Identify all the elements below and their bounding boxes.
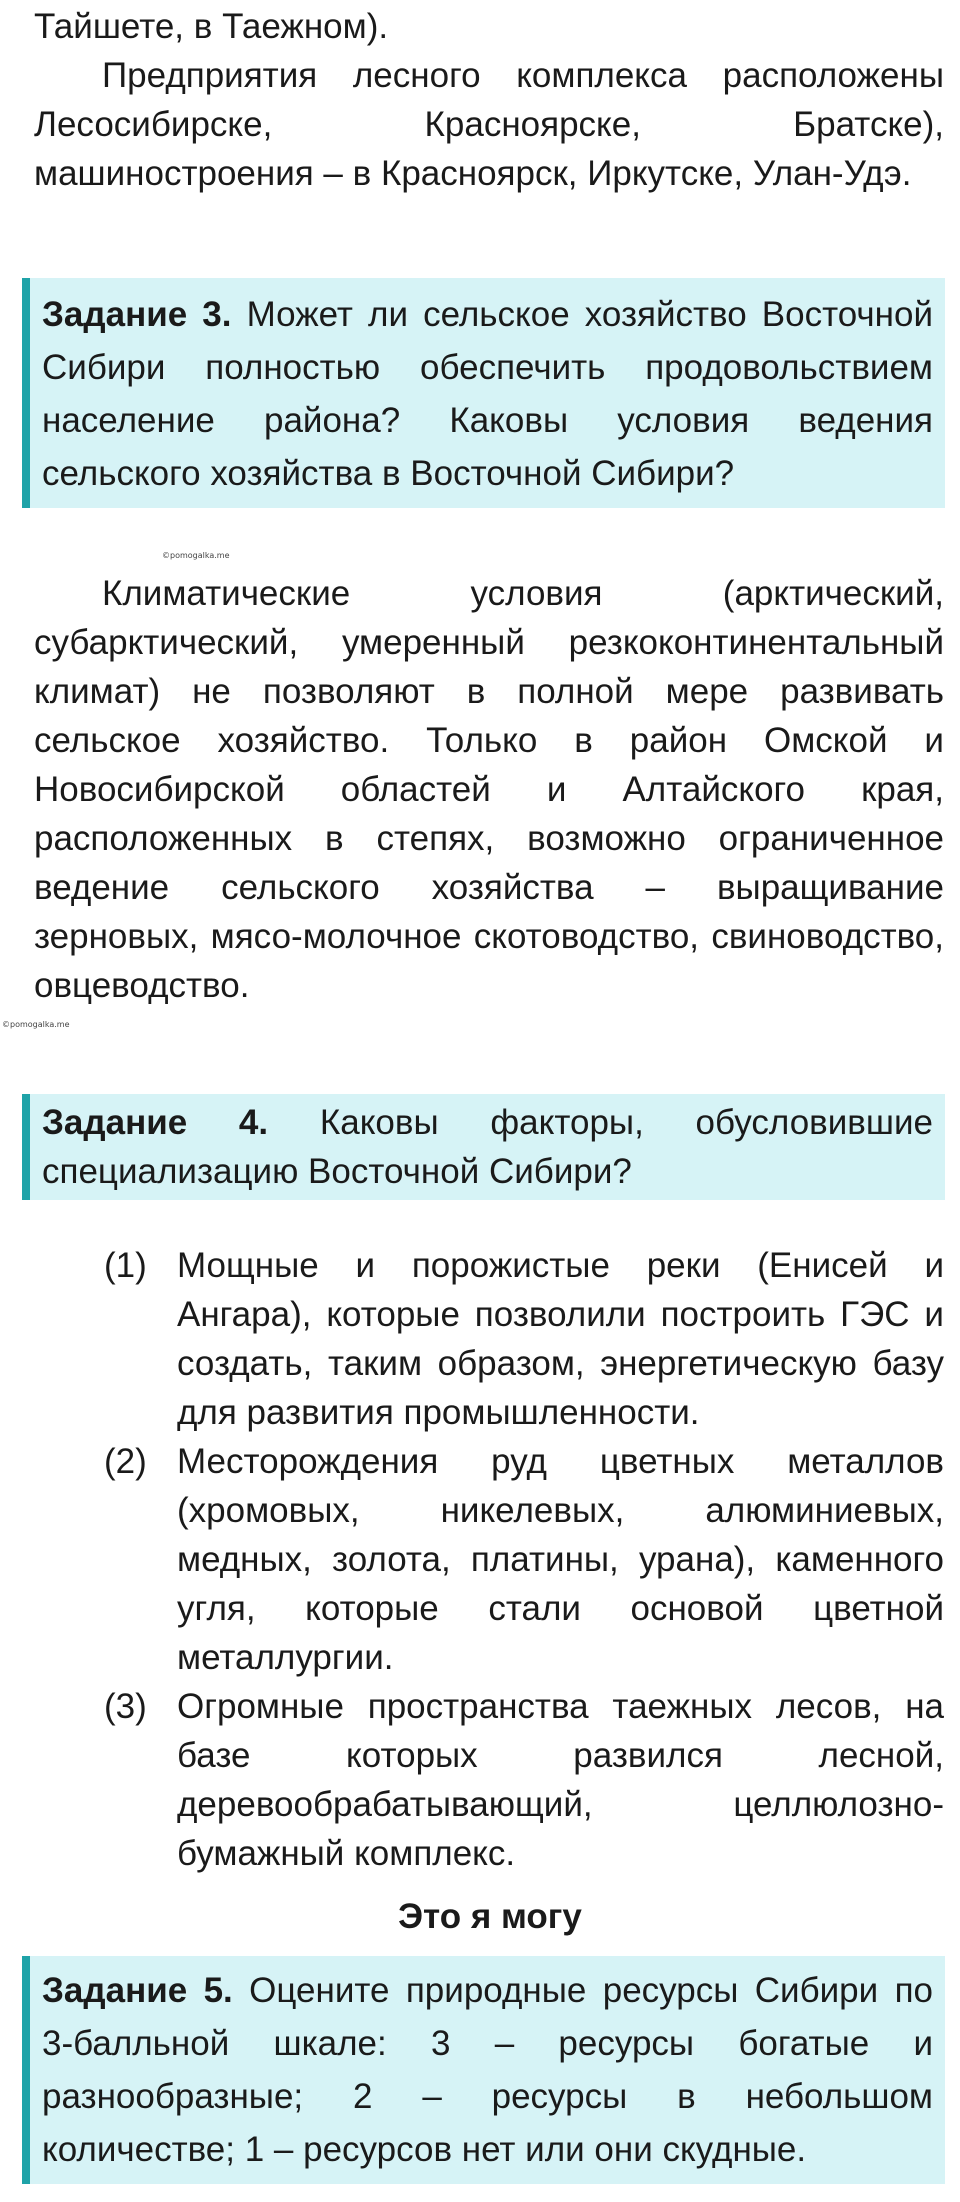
task-4-text: [42, 1098, 933, 1196]
section-heading: Это я могу: [398, 1897, 582, 1936]
task-5-text: [42, 1964, 933, 2176]
task-3-question: Может ли сельское хозяйство Восточной Сибири полностью обеспечить продовольствием население района? Каковы условия ведения сельского хозяйства в Восточной Сибири?: [42, 295, 934, 493]
answer-3-text: Климатические условия (арктический, субарктический, умеренный резкоконтинентальный климат) не позволяют в полной мере развивать сельское хозяйство. Только в район Омской и Новосибирской областей и Алтайского края, расположенных в степях, возможно ограниченное ведение сельского хозяйства – выращивание зерновых, мясо-молочное скотоводство, свиноводство, овцеводство.: [34, 574, 944, 1005]
task-4-box: [22, 1094, 945, 1200]
list-item-text: Месторождения руд цветных металлов (хромовых, никелевых, алюминиевых, медных, золота, платины, урана), каменного угля, которые стали основой цветной металлургии.: [177, 1442, 944, 1677]
list-item: [104, 1682, 944, 1878]
intro-line: Тайшете, в Таежном).: [34, 7, 389, 46]
watermark: ©pomogalka.me: [2, 1020, 70, 1029]
list-item: [104, 1241, 944, 1437]
task-3-box: [22, 278, 945, 508]
task-5-question: Оцените природные ресурсы Сибири по 3-балльной шкале: 3 – ресурсы богатые и разнообразные; 2 – ресурсы в небольшом количестве; 1 – ресурсов нет или они скудные.: [42, 1971, 933, 2169]
answer-3: [34, 569, 944, 1010]
intro-fragment: [34, 2, 944, 198]
list-item-number: (3): [104, 1687, 147, 1726]
task-5-box: [22, 1956, 945, 2184]
list-item-number: (2): [104, 1442, 147, 1481]
list-item-text: Огромные пространства таежных лесов, на базе которых развился лесной, деревообрабатывающий, целлюлозно-бумажный комплекс.: [177, 1687, 944, 1873]
list-item-number: (1): [104, 1246, 147, 1285]
task-4-question: Каковы факторы, обусловившие специализацию Восточной Сибири?: [42, 1103, 933, 1191]
task-3-label: Задание 3.: [42, 295, 232, 334]
task-5-label: Задание 5.: [42, 1971, 233, 2010]
task-3-text: [42, 288, 933, 500]
task-4-label: Задание 4.: [42, 1103, 269, 1142]
watermark: ©pomogalka.me: [162, 551, 230, 560]
factors-list: [104, 1241, 944, 1878]
forest-paragraph: Предприятия лесного комплекса расположены Лесосибирске, Красноярске, Братске), машиностроения – в Красноярск, Иркутске, Улан-Удэ.: [34, 56, 944, 193]
list-item-text: Мощные и порожистые реки (Енисей и Ангара), которые позволили построить ГЭС и создать, таким образом, энергетическую базу для развития промышленности.: [177, 1246, 944, 1432]
list-item: [104, 1437, 944, 1682]
